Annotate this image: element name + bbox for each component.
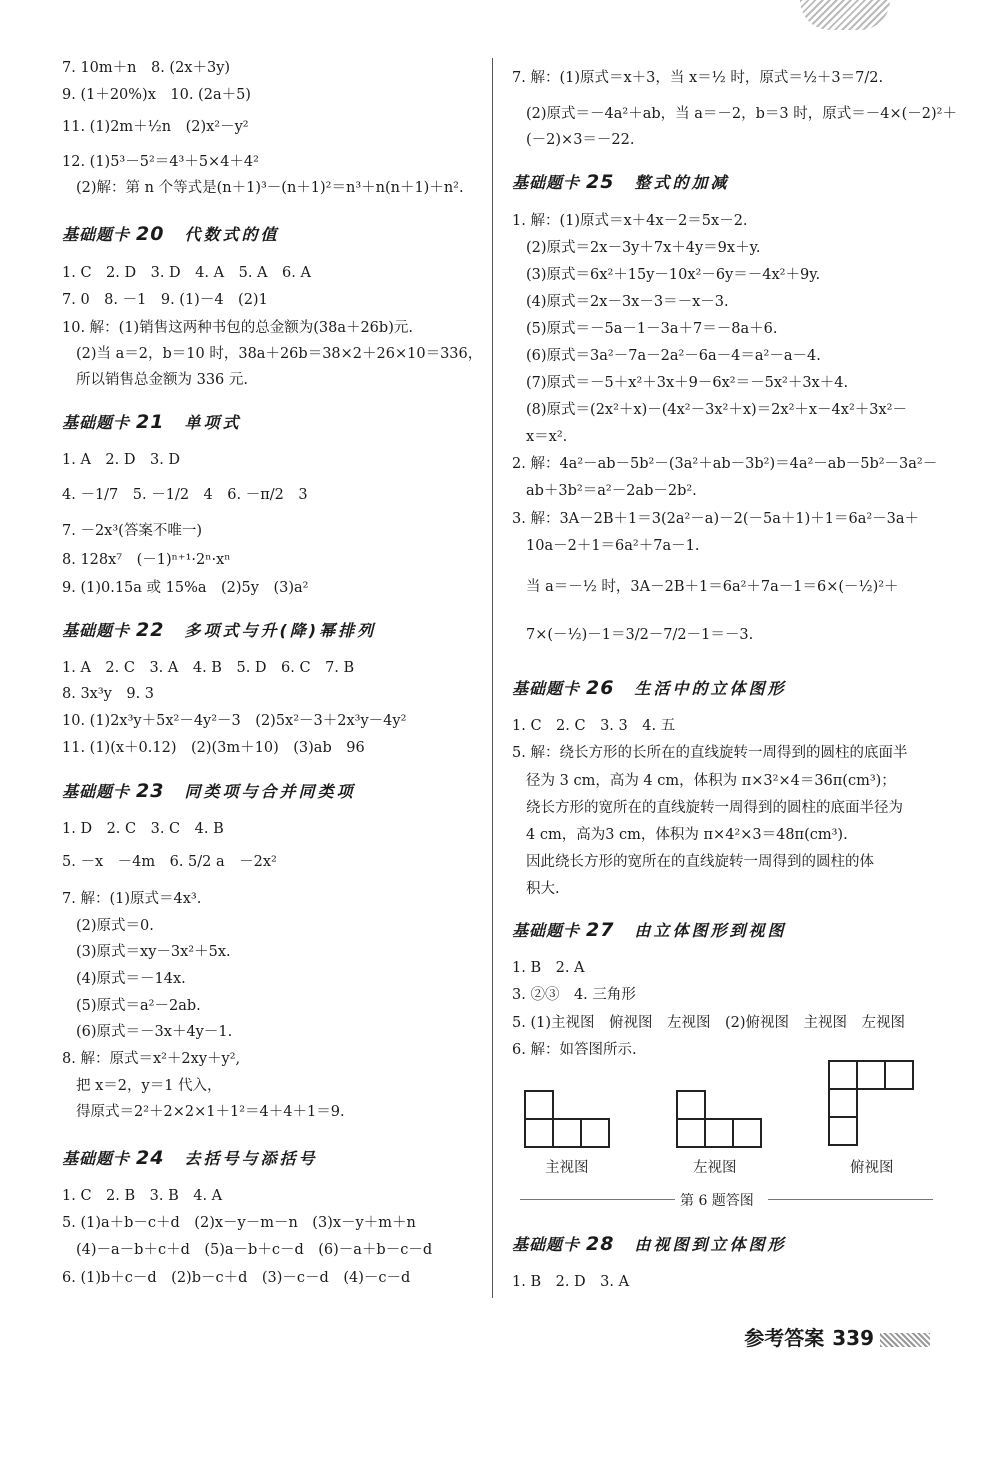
section-number: 22 — [136, 619, 165, 641]
section-heading-20 — [62, 222, 279, 245]
section-number: 25 — [586, 171, 615, 193]
section-heading-28 — [512, 1232, 786, 1255]
answer-line: (2)原式＝2x－3y＋7x＋4y＝9x＋y. — [526, 240, 761, 256]
answer-line: 3. 解：3A－2B＋1＝3(2a²－a)－2(－5a＋1)＋1＝6a²－3a＋ — [512, 511, 920, 527]
section-title: 由立体图形到视图 — [634, 921, 787, 940]
answer-line: 8. 解：原式＝x²＋2xy＋y², — [62, 1051, 241, 1067]
section-number: 20 — [136, 223, 165, 245]
page-number: 339 — [832, 1326, 874, 1350]
section-prefix: 基础题卡 — [62, 621, 131, 640]
answer-line: 11. (1)2m＋½n (2)x²－y² — [62, 119, 249, 135]
answer-line: 7. －2x³(答案不唯一) — [62, 523, 202, 539]
section-prefix: 基础题卡 — [62, 225, 131, 244]
caption-rule — [768, 1199, 933, 1200]
answer-line: 1. B 2. D 3. A — [512, 1274, 630, 1290]
grid-cell — [580, 1118, 610, 1148]
answer-line: 10a－2＋1＝6a²＋7a－1. — [526, 538, 700, 554]
section-heading-25 — [512, 170, 729, 193]
answer-line: 7. 0 8. －1 9. (1)－4 (2)1 — [62, 292, 268, 308]
answer-line: 1. C 2. D 3. D 4. A 5. A 6. A — [62, 265, 311, 281]
answer-line: (2)当 a＝2，b＝10 时，38a＋26b＝38×2＋26×10＝336， — [76, 346, 483, 362]
answer-line: 因此绕长方形的宽所在的直线旋转一周得到的圆柱的体 — [526, 854, 874, 870]
answer-line: 3. ②③ 4. 三角形 — [512, 987, 636, 1003]
answer-line: (8)原式＝(2x²＋x)－(4x²－3x²＋x)＝2x²＋x－4x²＋3x²－ — [526, 402, 907, 418]
answer-line: x＝x². — [526, 429, 568, 445]
section-heading-23 — [62, 779, 355, 802]
grid-cell — [552, 1118, 582, 1148]
answer-line: 7×(－½)－1＝3/2－7/2－1＝－3. — [526, 627, 754, 643]
grid-cell — [676, 1118, 706, 1148]
answer-line: 6. 解：如答图所示. — [512, 1042, 637, 1058]
grid-cell — [524, 1090, 554, 1120]
section-title: 代数式的值 — [184, 225, 280, 244]
figure-left-view — [676, 1090, 766, 1150]
section-title: 整式的加减 — [634, 173, 730, 192]
answer-line: 1. 解：(1)原式＝x＋4x－2＝5x－2. — [512, 213, 748, 229]
answer-line: 10. (1)2x³y＋5x²－4y²－3 (2)5x²－3＋2x³y－4y² — [62, 713, 407, 729]
grid-cell — [828, 1060, 858, 1090]
figure-main-view — [524, 1090, 614, 1150]
answer-line: 10. 解：(1)销售这两种书包的总金额为(38a＋26b)元. — [62, 320, 413, 336]
section-heading-26 — [512, 676, 786, 699]
answer-line: (3)原式＝xy－3x²＋5x. — [76, 944, 231, 960]
section-title: 去括号与添括号 — [184, 1149, 318, 1168]
footer-hatch — [880, 1333, 930, 1347]
answer-line: (2)原式＝－4a²＋ab，当 a＝－2，b＝3 时，原式＝－4×(－2)²＋ — [526, 106, 957, 122]
answer-line: 6. (1)b＋c－d (2)b－c＋d (3)－c－d (4)－c－d — [62, 1270, 411, 1286]
answer-line: ab＋3b²＝a²－2ab－2b². — [526, 483, 697, 499]
answer-line: 9. (1＋20%)x 10. (2a＋5) — [62, 87, 251, 103]
section-prefix: 基础题卡 — [62, 413, 131, 432]
answer-line: (5)原式＝a²－2ab. — [76, 998, 201, 1014]
grid-cell — [704, 1118, 734, 1148]
section-prefix: 基础题卡 — [62, 1149, 131, 1168]
answer-line: (2)解：第 n 个等式是(n＋1)³－(n＋1)²＝n³＋n(n＋1)＋n². — [76, 180, 464, 196]
answer-line: 5. －x －4m 6. 5/2 a －2x² — [62, 854, 277, 870]
answer-line: (4)－a－b＋c＋d (5)a－b＋c－d (6)－a＋b－c－d — [76, 1242, 433, 1258]
section-prefix: 基础题卡 — [512, 921, 581, 940]
answer-line: (4)原式＝2x－3x－3＝－x－3. — [526, 294, 729, 310]
answer-line: 8. 3x³y 9. 3 — [62, 686, 155, 702]
answer-line: 绕长方形的宽所在的直线旋转一周得到的圆柱的底面半径为 — [526, 800, 903, 816]
figure-label-left: 左视图 — [693, 1160, 737, 1176]
answer-line: 5. 解：绕长方形的长所在的直线旋转一周得到的圆柱的底面半 — [512, 745, 908, 761]
answer-line: 7. 10m＋n 8. (2x＋3y) — [62, 60, 231, 76]
answer-line: 1. D 2. C 3. C 4. B — [62, 821, 224, 837]
answer-line: 当 a＝－½ 时，3A－2B＋1＝6a²＋7a－1＝6×(－½)²＋ — [526, 579, 899, 595]
grid-cell — [828, 1088, 858, 1118]
section-number: 27 — [586, 919, 615, 941]
footer-label: 参考答案 — [744, 1326, 825, 1350]
answer-line: 9. (1)0.15a 或 15%a (2)5y (3)a² — [62, 580, 309, 596]
section-number: 26 — [586, 677, 615, 699]
answer-line: 4. －1/7 5. －1/2 4 6. －π/2 3 — [62, 487, 308, 503]
figure-label-top: 俯视图 — [850, 1160, 894, 1176]
answer-line: 4 cm，高为3 cm，体积为 π×4²×3＝48π(cm³). — [526, 827, 848, 843]
grid-cell — [856, 1060, 886, 1090]
answer-line: 径为 3 cm，高为 4 cm，体积为 π×3²×4＝36π(cm³)； — [526, 773, 896, 789]
section-prefix: 基础题卡 — [62, 782, 131, 801]
answer-line: (－2)×3＝－22. — [526, 132, 635, 148]
page-footer — [744, 1322, 930, 1351]
section-number: 23 — [136, 780, 165, 802]
answer-line: 1. A 2. D 3. D — [62, 452, 181, 468]
answer-line: (6)原式＝－3x＋4y－1. — [76, 1024, 233, 1040]
answer-line: (2)原式＝0. — [76, 918, 154, 934]
answer-line: 8. 128x⁷ (－1)ⁿ⁺¹·2ⁿ·xⁿ — [62, 552, 231, 568]
section-heading-22 — [62, 618, 376, 641]
section-title: 同类项与合并同类项 — [184, 782, 356, 801]
answer-line: 1. A 2. C 3. A 4. B 5. D 6. C 7. B — [62, 660, 355, 676]
figure-label-main: 主视图 — [545, 1160, 589, 1176]
answer-line: 把 x＝2，y＝1 代入， — [76, 1078, 222, 1094]
grid-cell — [524, 1118, 554, 1148]
answer-line: 所以销售总金额为 336 元. — [76, 372, 249, 388]
answer-line: 12. (1)5³－5²＝4³＋5×4＋4² — [62, 154, 259, 170]
section-prefix: 基础题卡 — [512, 679, 581, 698]
figure-caption: 第 6 题答图 — [680, 1193, 754, 1209]
section-heading-21 — [62, 410, 241, 433]
grid-cell — [884, 1060, 914, 1090]
grid-cell — [828, 1116, 858, 1146]
answer-line: (5)原式＝－5a－1－3a＋7＝－8a＋6. — [526, 321, 778, 337]
answer-line: 7. 解：(1)原式＝x＋3，当 x＝½ 时，原式＝½＋3＝7/2. — [512, 70, 884, 86]
section-title: 多项式与升(降)幂排列 — [184, 621, 377, 640]
section-number: 28 — [586, 1233, 615, 1255]
answer-line: (6)原式＝3a²－7a－2a²－6a－4＝a²－a－4. — [526, 348, 821, 364]
section-title: 生活中的立体图形 — [634, 679, 787, 698]
column-divider — [492, 58, 493, 1298]
figure-top-view — [828, 1060, 918, 1150]
answer-line: 1. C 2. C 3. 3 4. 五 — [512, 718, 676, 734]
section-heading-27 — [512, 918, 786, 941]
section-title: 由视图到立体图形 — [634, 1235, 787, 1254]
answer-line: 5. (1)主视图 俯视图 左视图 (2)俯视图 主视图 左视图 — [512, 1015, 906, 1031]
answer-line: 积大. — [526, 881, 560, 897]
section-prefix: 基础题卡 — [512, 1235, 581, 1254]
answer-line: (4)原式＝－14x. — [76, 971, 186, 987]
answer-line: 得原式＝2²＋2×2×1＋1²＝4＋4＋1＝9. — [76, 1104, 345, 1120]
answer-line: 1. C 2. B 3. B 4. A — [62, 1188, 223, 1204]
section-title: 单项式 — [184, 413, 242, 432]
section-heading-24 — [62, 1146, 317, 1169]
answer-line: 7. 解：(1)原式＝4x³. — [62, 891, 202, 907]
section-number: 21 — [136, 411, 165, 433]
top-decoration — [800, 0, 890, 30]
answer-line: 11. (1)(x＋0.12) (2)(3m＋10) (3)ab 96 — [62, 740, 365, 756]
caption-rule — [520, 1199, 675, 1200]
section-number: 24 — [136, 1147, 165, 1169]
section-prefix: 基础题卡 — [512, 173, 581, 192]
answer-line: (7)原式＝－5＋x²＋3x＋9－6x²＝－5x²＋3x＋4. — [526, 375, 849, 391]
answer-line: 2. 解：4a²－ab－5b²－(3a²＋ab－3b²)＝4a²－ab－5b²－3a²－ — [512, 456, 938, 472]
answer-line: 1. B 2. A — [512, 960, 585, 976]
grid-cell — [732, 1118, 762, 1148]
answer-line: (3)原式＝6x²＋15y－10x²－6y＝－4x²＋9y. — [526, 267, 821, 283]
answer-line: 5. (1)a＋b－c＋d (2)x－y－m－n (3)x－y＋m＋n — [62, 1215, 416, 1231]
grid-cell — [676, 1090, 706, 1120]
